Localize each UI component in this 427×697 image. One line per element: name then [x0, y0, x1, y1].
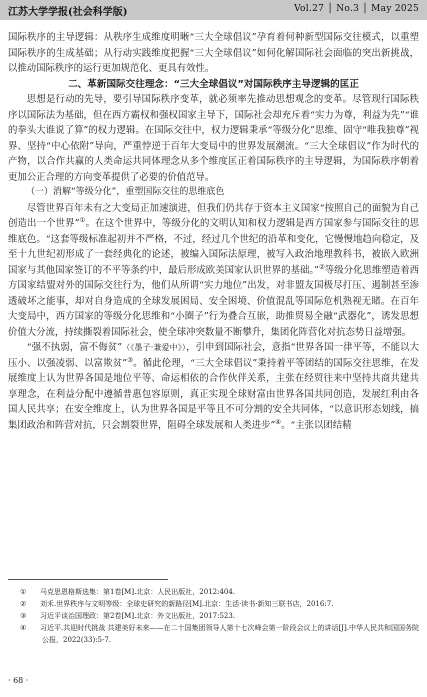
- footnote-number: ①: [20, 588, 27, 596]
- section-heading: 二、革新国际交往理念：“三大全球倡议”对国际秩序主导逻辑的匡正: [68, 78, 359, 90]
- footnote-text: 习近平.共迎时代挑战 共建美好未来——在二十国集团领导人第十七次峰会第一阶段会议上的讲话[J].中华人民共和国国务院公报，2022(33):5-7.: [40, 624, 419, 644]
- issue-info: Vol.27 │ No.3 │ May 2025: [294, 4, 419, 14]
- text-run: 。循此伦理，“三大全球倡议”秉持着平等团结的国际交往思维，在发展维度上认为世界各国是地位平等、命运相依的合作伙伴关系，主张在经贸往来中坚持共商共建共享理念，在利益分配中遵循普惠包容原则，真正实现全球财富由世界各国共同创造，发展红利由各国人民共享；在安全维度上，认为世界各国是平等且不可分割的安全共同体，“以意识形态划线，搞集团政治和阵营对抗，只会割裂世界，阻碍全球发展和人类进步”: [8, 357, 420, 431]
- footnote-item: [8, 610, 419, 622]
- footnote-number: ④: [20, 624, 27, 632]
- footnote-ref-3[interactable]: ③: [127, 355, 134, 364]
- footnote-number: ②: [20, 600, 27, 608]
- footnote-ref-2[interactable]: ②: [318, 262, 325, 271]
- footnote-item: [8, 598, 419, 610]
- text-run: “强不执弱，富不侮贫”: [26, 342, 123, 353]
- paragraph-equality: [8, 340, 419, 433]
- subsection-heading: （一）消解“等级分化”，重塑国际交往的思维底色: [26, 187, 225, 197]
- text-run: 尽管世界百年未有之大变局正加速演进，但我们仍共存于资本主义国家“按照自己的面貌为自己创造出一个世界”: [8, 202, 419, 229]
- footnote-ref-1[interactable]: ①: [79, 215, 86, 224]
- footnote-number: ③: [20, 612, 27, 620]
- footnote-item: [8, 586, 419, 598]
- footnote-ref-4[interactable]: ④: [275, 417, 282, 426]
- text-run: 。“主张以团结精: [281, 419, 352, 431]
- footnote-text: 习近平谈治国理政：第2卷[M].北京：外文出版社，2017:523.: [40, 612, 236, 620]
- page-number: · 68 ·: [8, 676, 29, 685]
- citation-source: （《墨子·兼爱中》）: [122, 343, 187, 352]
- article-body: [8, 30, 419, 433]
- footnote-divider: [8, 579, 168, 580]
- paragraph-intro: 国际秩序的主导逻辑：从秩序生成维度明晰“三大全球倡议”孕育着何种新型国际交往模式，以重塑国际秩序的生成基础；从行动实践维度把握“三大全球倡议”如何化解国际社会面临的突出新挑战，以推动国际秩序的运行更加规范化、更具有效性。: [8, 32, 419, 74]
- text-run: 。在这个世界中，等级分化的文明认知和权力逻辑是西方国家参与国际交往的思维底色。“这套等级标准起初并不严格，不过，经过几个世纪的沿革和变化，它慢慢地趋向稳定，及至十九世纪初形成了一套经典化的论述，被编入国际法原理，被写入政治地理教科书，被嵌入欧洲国家与其他国家签订的不平等条约中，最后形成欧美国家认识世界的基础。”: [8, 218, 419, 276]
- footnote-text: 马克思恩格斯选集：第1卷[M].北京：人民出版社，2012:404.: [40, 588, 236, 596]
- footnote-item: [8, 622, 419, 646]
- paragraph-hierarchy: [8, 201, 419, 341]
- footnotes: [8, 586, 419, 646]
- paragraph-thought: 思想是行动的先导，要引导国际秩序变革，就必须率先推动思想观念的变革。尽管现行国际秩序以国际法为基础，但在西方霸权和强权国家主导下，国际社会却充斥着“实力为尊，利益为先”“谁的拳头大谁说了算”的权力逻辑。在国际交往中，权力逻辑秉承“等级分化”思维、固守“唯我独尊”视界、坚持“中心依附”导向，严重悖逆于百年大变局中的世界发展潮流。“三大全球倡议”作为时代的产物，以合作共赢的人类命运共同体理念从多个维度匡正着国际秩序的主导逻辑，为国际秩序朝着更加公正合理的方向变革提供了必要的价值范导。: [8, 94, 419, 183]
- text-run: 等级分化思维塑造着西方国家结盟对外的国际交往行为，他们从所谓“实力地位”出发，对非盟友国极尽打压、遏制甚至渗透破坏之能事，却对自身造成的全球发展困局、安全困境、价值混乱等国际危机熟视无睹。在百年大变局中，西方国家的等级分化思维和“小圈子”行为叠合互嵌，助推贸易全融“武器化”，诱发思想价值大分流，持续撕裂着国际社会，使全球冲突数量不断攀升，集团化阵营化对抗态势日益增强。: [8, 264, 419, 338]
- footnote-text: 刘禾.世界秩序与文明等级：全球史研究的新路径[M].北京：生活·读书·新知三联书店，2016:7.: [40, 600, 334, 608]
- journal-title: 江苏大学学报(社会科学版): [8, 7, 128, 18]
- running-header: [0, 0, 427, 20]
- text-run: ，引申到国际社会，意指“世界各国一律平等，不能以大压小、以强凌弱、以富欺贫”: [8, 342, 419, 369]
